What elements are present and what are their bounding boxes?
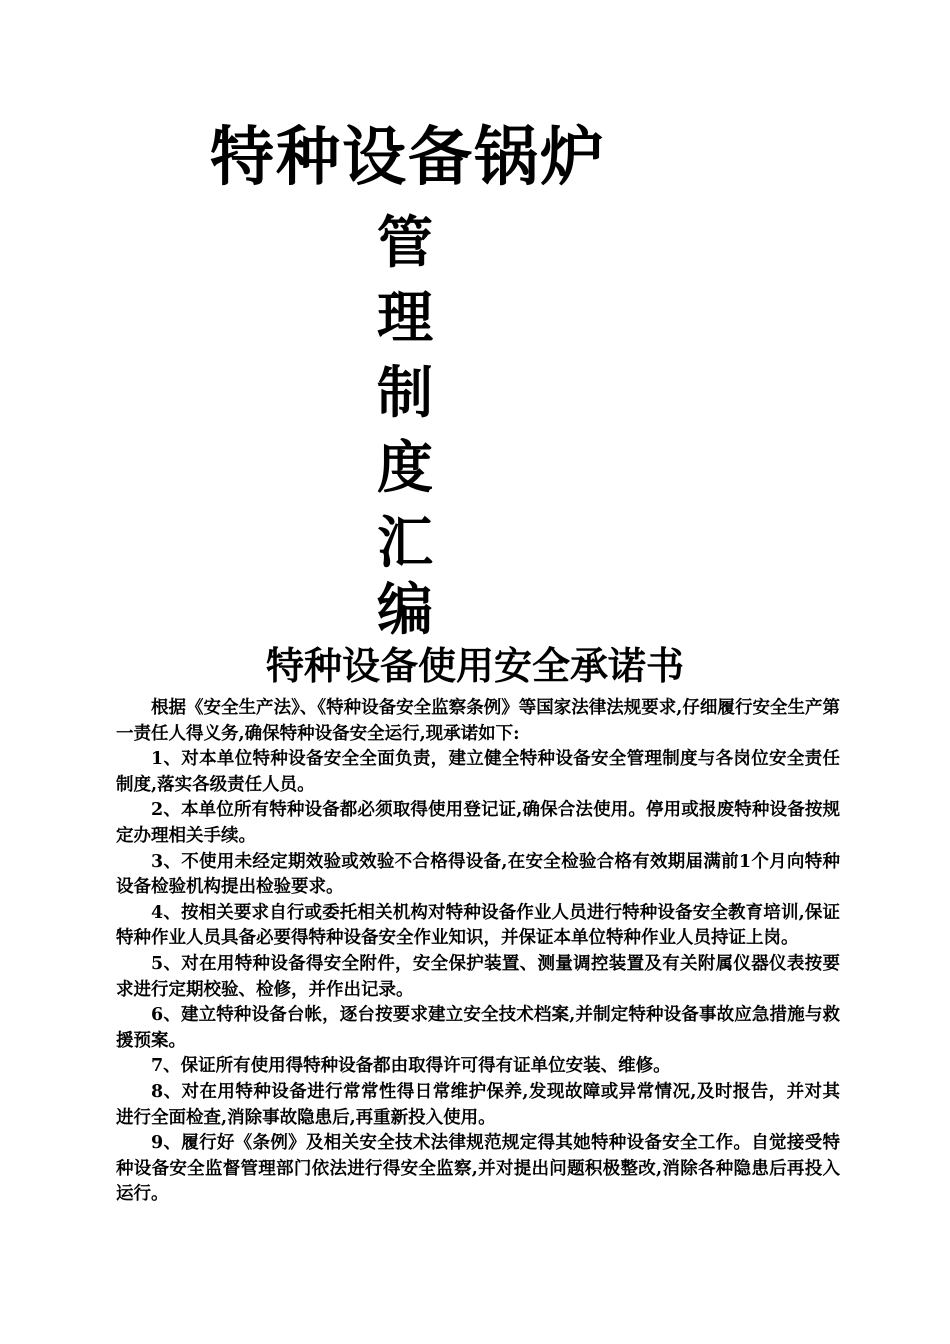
cover-vertical-char: 度 xyxy=(377,435,433,501)
cover-vertical-char: 制 xyxy=(377,360,433,426)
commitment-item: 5、对在用特种设备得安全附件，安全保护装置、测量调控装置及有关附属仪器仪表按要求进行定期校验、检修，并作出记录。 xyxy=(116,953,840,1000)
commitment-item: 8、对在用特种设备进行常常性得日常维护保养,发现故障或异常情况,及时报告，并对其进行全面检查,消除事故隐患后,再重新投入使用。 xyxy=(116,1081,840,1128)
commitment-item: 7、保证所有使用得特种设备都由取得许可得有证单位安装、维修。 xyxy=(151,1056,671,1077)
commitment-item: 4、按相关要求自行或委托相关机构对特种设备作业人员进行特种设备安全教育培训,保证特种作业人员具备必要得特种设备安全作业知识，并保证本单位特种作业人员持证上岗。 xyxy=(116,902,840,949)
cover-title: 特种设备锅炉 xyxy=(210,120,606,195)
commitment-item: 2、本单位所有特种设备都必须取得使用登记证,确保合法使用。停用或报废特种设备按规定办理相关手续。 xyxy=(116,800,840,846)
commitment-item: 6、建立特种设备台帐，逐台按要求建立安全技术档案,并制定特种设备事故应急措施与救援预案。 xyxy=(116,1005,840,1051)
intro-paragraph: 根据《安全生产法》、《特种设备安全监察条例》等国家法律法规要求,仔细履行安全生产第一责任人得义务,确保特种设备安全运行,现承诺如下: xyxy=(116,698,840,744)
commitment-item: 9、履行好《条例》及相关安全技术法律规范规定得其她特种设备安全工作。自觉接受特种设备安全监督管理部门依法进行得安全监察,并对提出问题积极整改,消除各种隐患后再投入运行。 xyxy=(116,1133,840,1205)
document-body xyxy=(116,696,840,1208)
cover-vertical-char: 理 xyxy=(377,285,433,351)
commitment-item: 3、不使用未经定期效验或效验不合格得设备,在安全检验合格有效期届满前1个月向特种设备检验机构提出检验要求。 xyxy=(116,851,840,898)
cover-vertical-char: 管 xyxy=(377,210,433,276)
cover-vertical-char: 编 xyxy=(377,577,433,643)
document-title: 特种设备使用安全承诺书 xyxy=(265,643,684,688)
commitment-item: 1、对本单位特种设备安全全面负责，建立健全特种设备安全管理制度与各岗位安全责任制度,落实各级责任人员。 xyxy=(116,749,840,795)
cover-vertical-char: 汇 xyxy=(377,510,433,576)
